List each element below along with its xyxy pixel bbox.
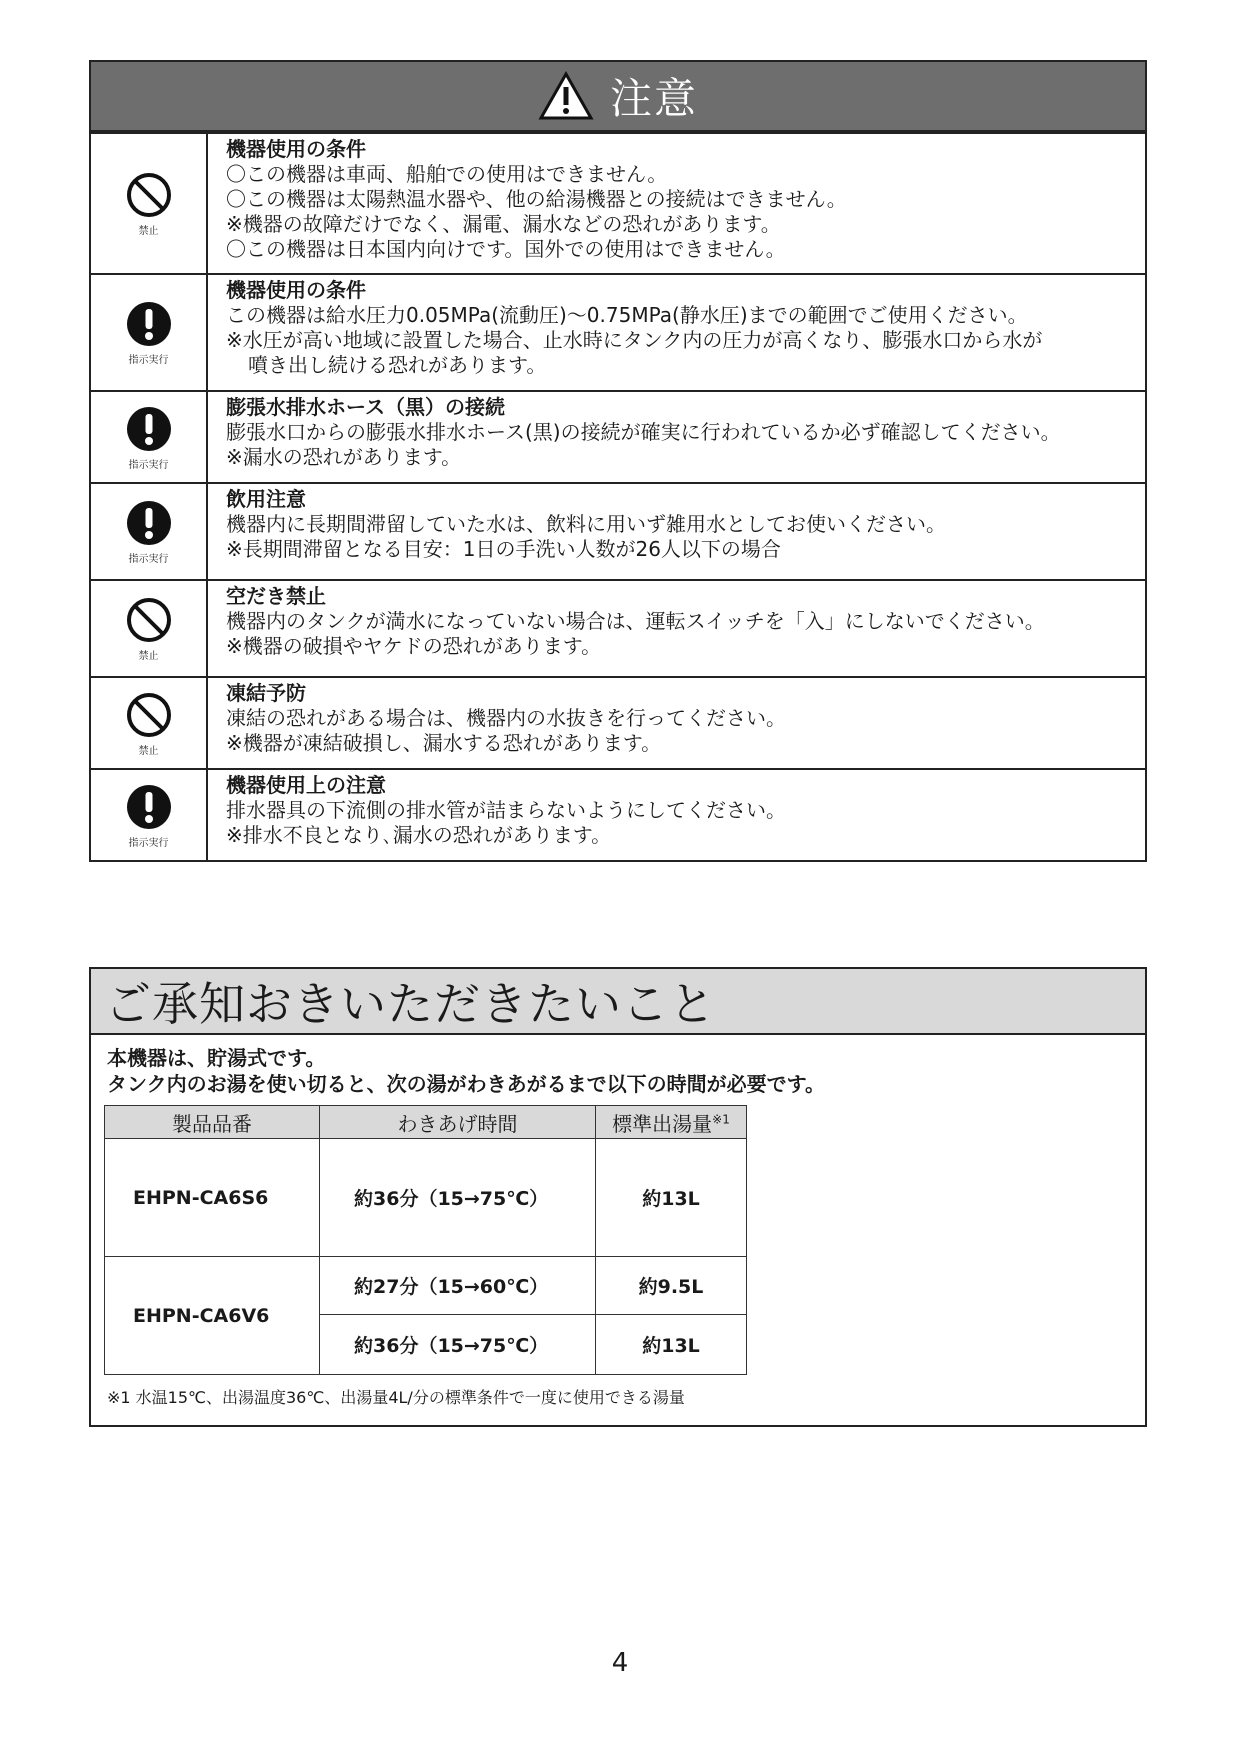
- symbol-cell: [91, 678, 208, 768]
- table-header-row: [105, 1106, 747, 1139]
- row-heading: 機器使用上の注意: [226, 773, 386, 797]
- symbol-cell: [91, 392, 208, 482]
- prohibited-icon: [124, 690, 174, 740]
- symbol-cell: [91, 484, 208, 579]
- header-volume-label: 標準出湯量: [612, 1111, 713, 1136]
- mandatory-action-icon: [124, 498, 174, 548]
- mandatory-action-icon: [124, 782, 174, 832]
- caution-text: [208, 134, 1145, 273]
- caution-text: [208, 770, 1145, 860]
- volume-cell: 約13L: [596, 1139, 747, 1257]
- caution-text: [208, 581, 1145, 676]
- row-line: 機器内のタンクが満水になっていない場合は、運転スイッチを「入」にしないでください。: [226, 609, 1045, 633]
- row-heading: 機器使用の条件: [226, 137, 366, 161]
- row-line: ※排水不良となり､漏水の恐れがあります。: [226, 823, 612, 847]
- symbol-label: 指示実行: [128, 837, 169, 849]
- footnote-mark: ※1: [712, 1111, 730, 1126]
- row-heading: 凍結予防: [226, 681, 306, 705]
- header-standard-volume: [596, 1106, 747, 1139]
- note-title: ご承知おきいただきたいこと: [105, 977, 716, 1031]
- prohibited-icon: [124, 595, 174, 645]
- footnote: ※1 水温15℃、出湯温度36℃、出湯量4L/分の標準条件で一度に使用できる湯量: [107, 1388, 685, 1407]
- row-line: 膨張水口からの膨張水排水ホース(黒)の接続が確実に行われているか必ず確認してください。: [226, 420, 1061, 444]
- header-heating-time: わきあげ時間: [320, 1106, 596, 1139]
- caution-header: [91, 62, 1145, 132]
- symbol-cell: [91, 275, 208, 390]
- caution-row: [91, 273, 1145, 390]
- caution-text: [208, 678, 1145, 768]
- row-line: 排水器具の下流側の排水管が詰まらないようにしてください。: [226, 798, 786, 822]
- row-heading: 機器使用の条件: [226, 278, 366, 302]
- symbol-cell: [91, 581, 208, 676]
- symbol-label: 指示実行: [128, 554, 169, 565]
- row-line: ※漏水の恐れがあります。: [226, 445, 462, 469]
- caution-section: [89, 60, 1147, 862]
- intro-line: 本機器は、貯湯式です。: [107, 1046, 326, 1070]
- header-model: 製品品番: [105, 1106, 320, 1139]
- caution-text: [208, 392, 1145, 482]
- caution-row: [91, 132, 1145, 273]
- model-cell: EHPN-CA6S6: [105, 1139, 320, 1257]
- row-line: ※長期間滞留となる目安：1日の手洗い人数が26人以下の場合: [226, 537, 781, 561]
- note-section: [89, 967, 1147, 1427]
- volume-cell: 約9.5L: [596, 1257, 747, 1315]
- model-cell: EHPN-CA6V6: [105, 1257, 320, 1375]
- symbol-cell: [91, 770, 208, 860]
- table-row: [105, 1257, 747, 1315]
- row-heading: 空だき禁止: [226, 584, 326, 608]
- row-line: 〇この機器は日本国内向けです。国外での使用はできません。: [226, 237, 786, 261]
- mandatory-action-icon: [124, 404, 174, 454]
- row-heading: 膨張水排水ホース（黒）の接続: [226, 395, 505, 419]
- caution-title: 注意: [609, 74, 698, 123]
- warning-icon: [538, 71, 594, 121]
- caution-text: [208, 484, 1145, 579]
- row-line: ※機器が凍結破損し、漏水する恐れがあります。: [226, 731, 662, 755]
- time-cell: 約27分（15→60℃）: [320, 1257, 596, 1315]
- caution-row: [91, 482, 1145, 579]
- caution-row: [91, 676, 1145, 768]
- row-line: この機器は給水圧力0.05MPa(流動圧)～0.75MPa(静水圧)までの範囲でご使用ください。: [226, 303, 1028, 327]
- row-line: 機器内に長期間滞留していた水は、飲料に用いず雑用水としてお使いください。: [226, 512, 946, 536]
- mandatory-action-icon: [124, 299, 174, 349]
- page-number: 4: [611, 1648, 629, 1678]
- row-line: ※水圧が高い地域に設置した場合、止水時にタンク内の圧力が高くなり、膨張水口から水が: [226, 328, 1043, 352]
- intro-line: タンク内のお湯を使い切ると、次の湯がわきあがるまで以下の時間が必要です。: [107, 1072, 825, 1096]
- row-line: ※機器の破損やヤケドの恐れがあります。: [226, 634, 602, 658]
- symbol-label: 禁止: [138, 226, 159, 237]
- note-intro: [91, 1035, 1145, 1097]
- caution-row: [91, 579, 1145, 676]
- symbol-label: 禁止: [138, 745, 159, 757]
- row-line: 〇この機器は太陽熱温水器や、他の給湯機器との接続はできません。: [226, 187, 847, 211]
- prohibited-icon: [124, 170, 174, 220]
- symbol-cell: [91, 134, 208, 273]
- row-line: 凍結の恐れがある場合は、機器内の水抜きを行ってください。: [226, 706, 786, 730]
- caution-row: [91, 390, 1145, 482]
- volume-cell: 約13L: [596, 1315, 747, 1375]
- row-heading: 飲用注意: [226, 487, 306, 511]
- caution-text: [208, 275, 1145, 390]
- note-header: [91, 969, 1145, 1035]
- spec-table: [104, 1105, 747, 1375]
- time-cell: 約36分（15→75℃）: [320, 1139, 596, 1257]
- caution-row: [91, 768, 1145, 860]
- symbol-label: 指示実行: [128, 355, 169, 366]
- row-line: 噴き出し続ける恐れがあります。: [248, 353, 547, 377]
- symbol-label: 指示実行: [128, 459, 169, 471]
- time-cell: 約36分（15→75℃）: [320, 1315, 596, 1375]
- row-line: 〇この機器は車両、船舶での使用はできません。: [226, 162, 668, 186]
- table-row: [105, 1139, 747, 1257]
- symbol-label: 禁止: [138, 651, 159, 662]
- row-line: ※機器の故障だけでなく、漏電、漏水などの恐れがあります。: [226, 212, 781, 236]
